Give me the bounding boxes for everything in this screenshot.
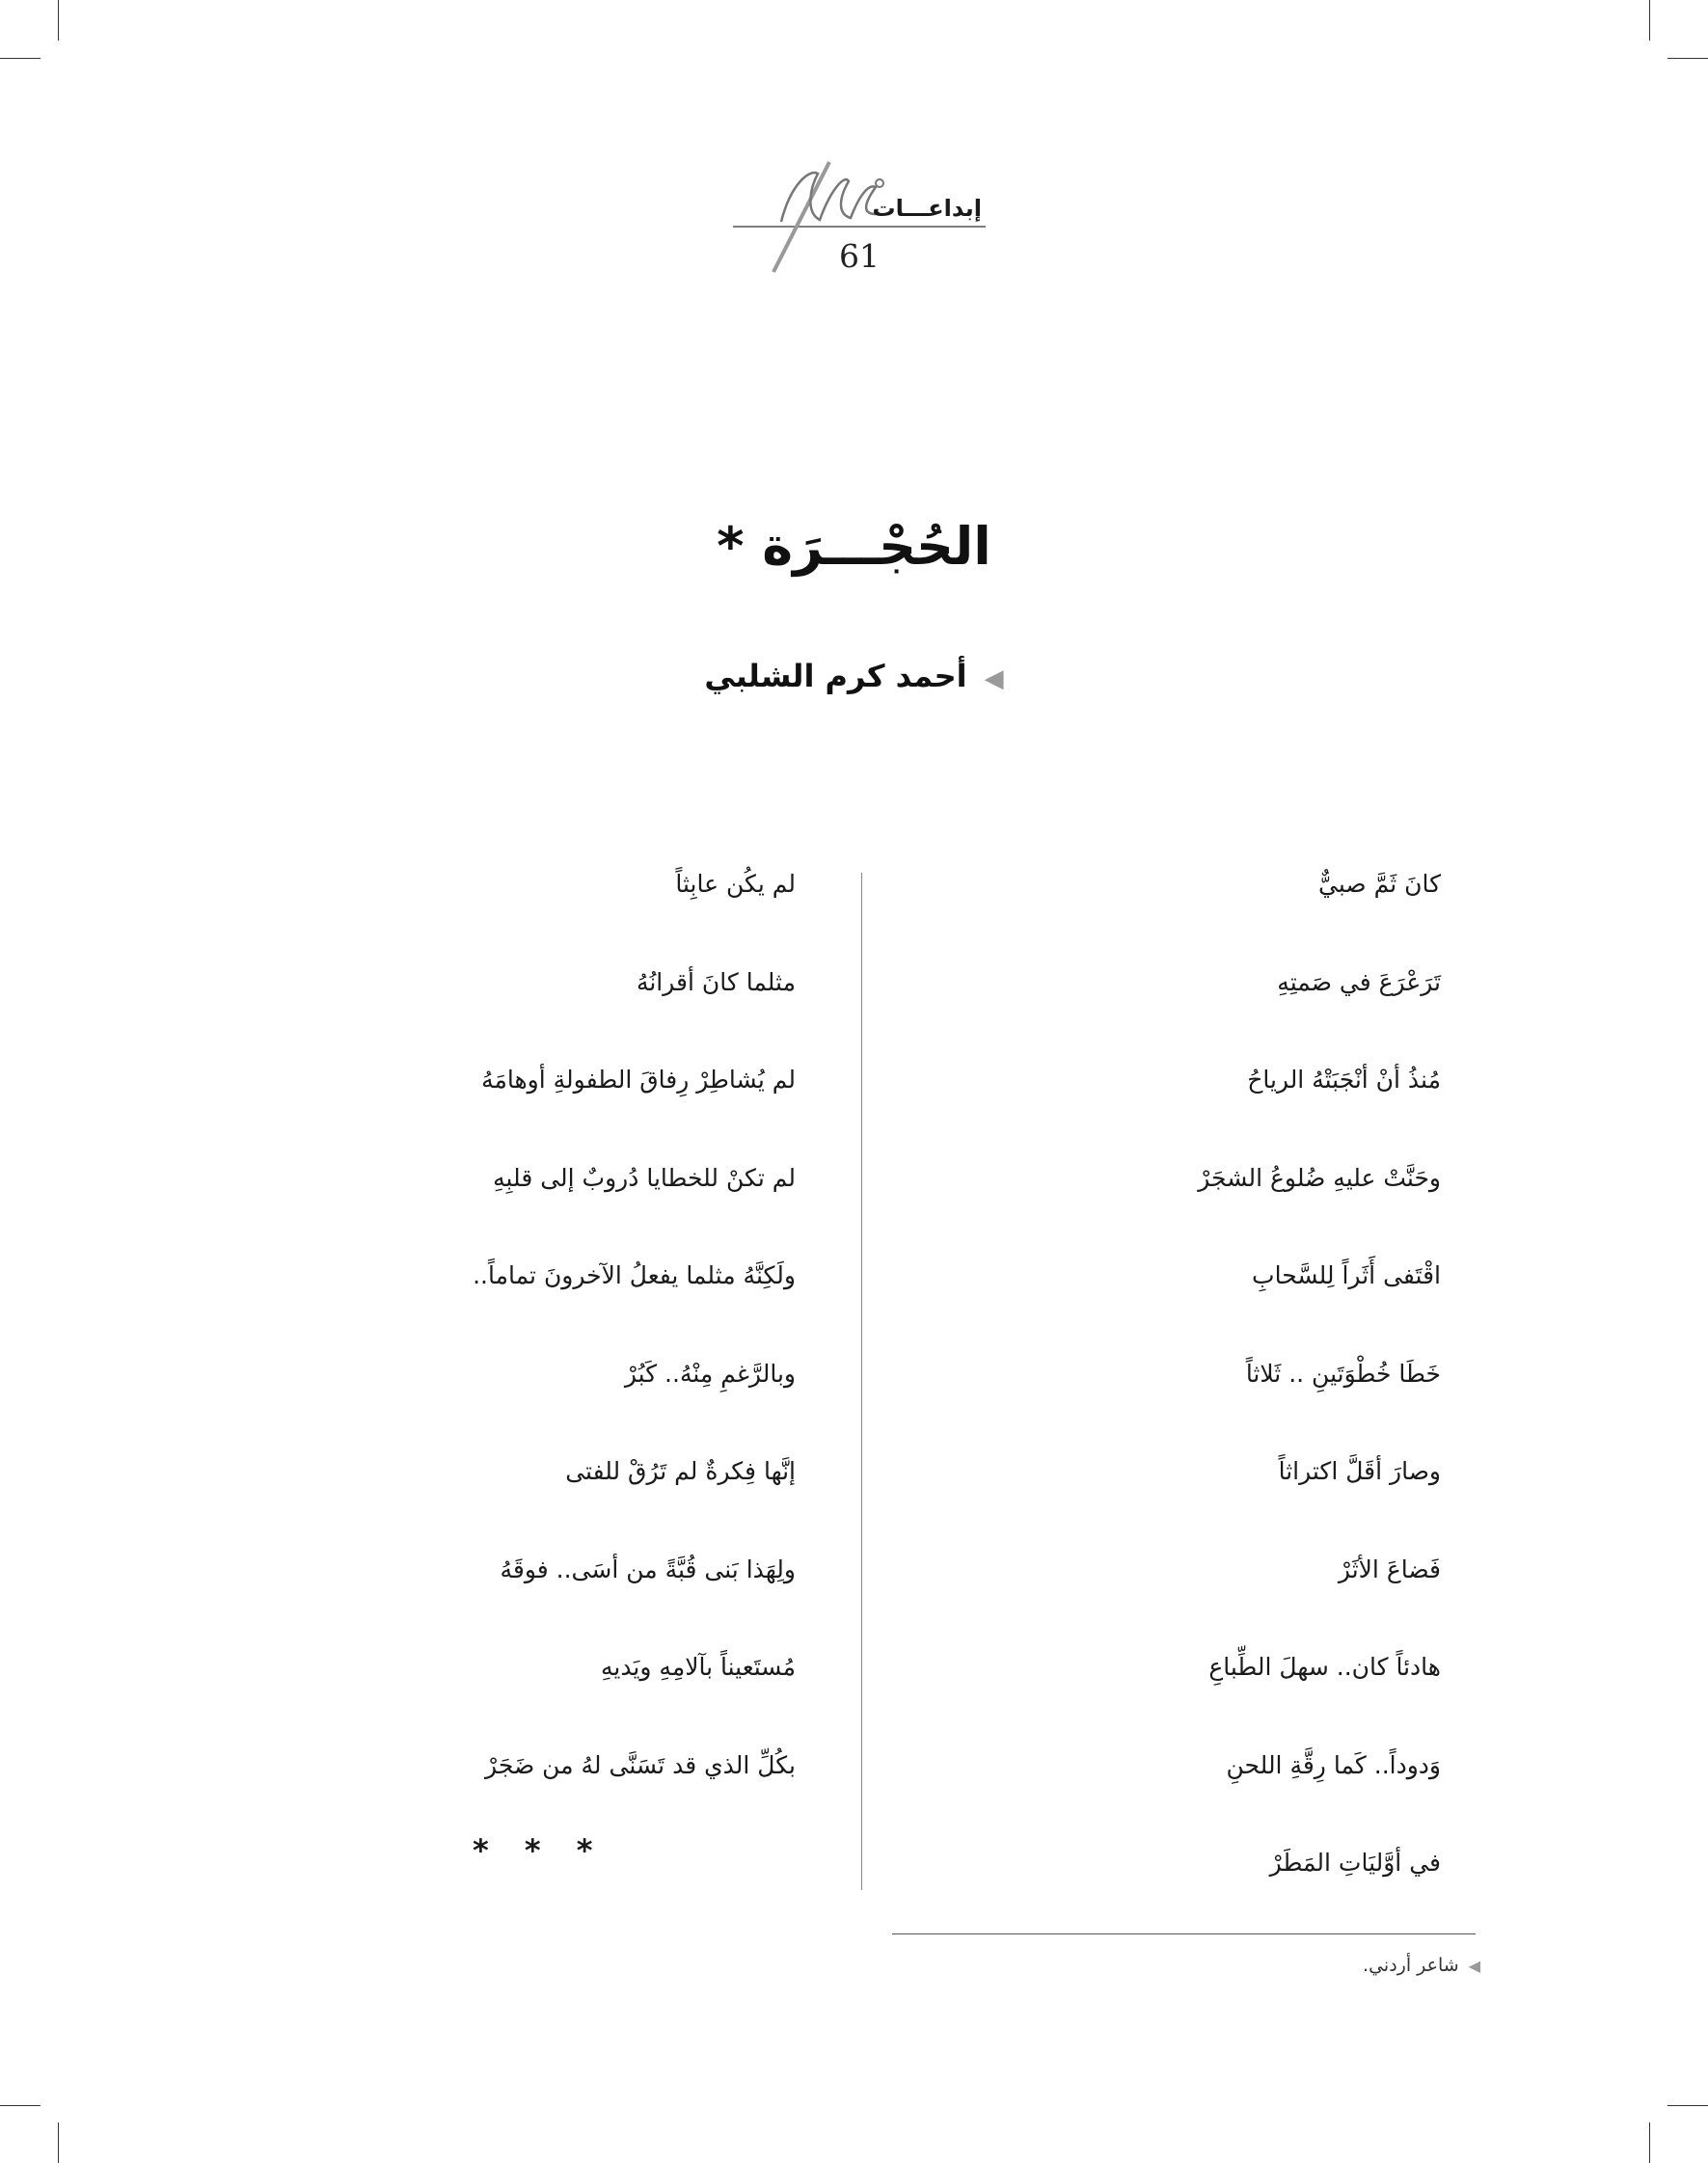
verse-line: لم يكُن عابِثاً (675, 870, 796, 898)
crop-mark-bottom-right (1649, 2122, 1650, 2163)
section-label: إبداعـــات (872, 195, 982, 222)
crop-mark-bottom-left (58, 2122, 59, 2163)
section-break-stars: * * * (473, 1832, 593, 1869)
crop-mark-bottom-right-h (1667, 2105, 1708, 2106)
crop-mark-top-right (1649, 0, 1650, 41)
verse-line: كانَ ثَمَّ صبيٌّ (1318, 870, 1441, 898)
crop-mark-top-left-h (0, 58, 41, 59)
poem-column-left (333, 860, 796, 1839)
author-line (0, 658, 1708, 694)
verse-line: وصارَ أقَلَّ اكتراثاً (1278, 1457, 1441, 1485)
verse-line: إنَّها فِكرةٌ لم تَرُقْ للفتى (565, 1457, 796, 1485)
author-name: أحمد كرم الشلبي (704, 658, 967, 694)
verse-line: وَدوداً.. كَما رِقَّةِ اللحنِ (1226, 1750, 1441, 1779)
verse-line: لم يُشاطِرْ رِفاقَ الطفولةِ أوهامَهُ (481, 1066, 796, 1094)
page-number: 61 (839, 237, 880, 275)
verse-line: مُستَعيناً بآلامِهِ ويَديهِ (600, 1653, 796, 1681)
verse-line: لم تكنْ للخطايا دُروبٌ إلى قلبِهِ (493, 1163, 796, 1192)
verse-line: بكُلِّ الذي قد تَسَنَّى لهُ من ضَجَرْ (485, 1750, 796, 1779)
poem-title: الحُجْـــرَة * (717, 516, 991, 577)
triangle-marker-icon: ◀ (1468, 1957, 1480, 1975)
poem-column-right (1017, 860, 1441, 1937)
verse-line: فَضاعَ الأثَرْ (1338, 1555, 1441, 1583)
verse-line: هادئاً كان.. سهلَ الطِّباعِ (1208, 1653, 1441, 1681)
verse-line: ولِهَذا بَنى قُبَّةً من أسَى.. فوقَهُ (500, 1555, 796, 1583)
verse-line: مُنذُ أنْ أنْجَبَتْهُ الرياحُ (1247, 1066, 1441, 1094)
verse-line: اقْتَفى أَثَراً لِلسَّحابِ (1252, 1261, 1441, 1289)
crop-mark-bottom-left-h (0, 2105, 41, 2106)
footnote-rule (892, 1933, 1476, 1934)
verse-line: خَطَا خُطْوَتَينِ .. ثَلاثاً (1245, 1359, 1441, 1388)
footnote-text: شاعر أردني. (1363, 1955, 1459, 1976)
verse-line: وبالرَّغمِ مِنْهُ.. كَبُرْ (624, 1359, 796, 1388)
footnote (1363, 1955, 1480, 1976)
triangle-marker-icon: ◀ (984, 664, 1004, 693)
page-header (714, 145, 1003, 289)
verse-line: تَرَعْرَعَ في صَمتِهِ (1277, 967, 1441, 996)
crop-mark-top-left (58, 0, 59, 41)
verse-line: ولَكِنَّهُ مثلما يفعلُ الآخرونَ تماماً.. (473, 1261, 796, 1289)
verse-line: في أوَّليَاتِ المَطَرْ (1269, 1849, 1441, 1877)
crop-mark-top-right-h (1667, 58, 1708, 59)
column-divider (861, 873, 862, 1890)
verse-line: وحَنَّتْ عليهِ ضُلوعُ الشجَرْ (1198, 1163, 1441, 1192)
verse-line: مثلما كانَ أقرانُهُ (636, 967, 796, 996)
